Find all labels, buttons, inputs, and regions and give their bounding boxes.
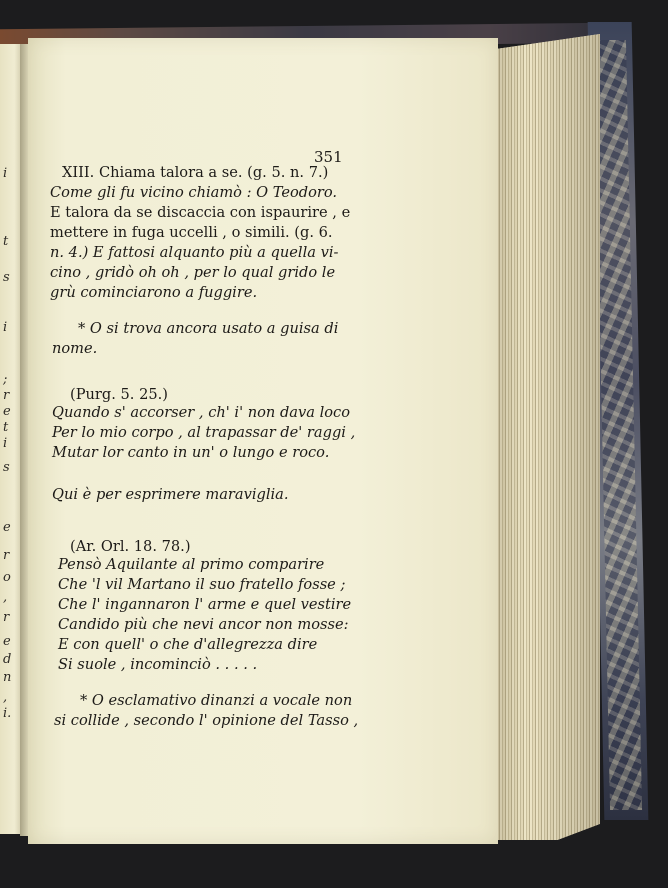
- verse-line: Che l' ingannaron l' arme e quel vestire: [58, 596, 352, 613]
- left-mark: s: [3, 460, 10, 475]
- footnote-line: si collide , secondo l' opinione del Tasso ,: [54, 712, 359, 729]
- verse-line: Si suole , incominciò . . . . .: [58, 656, 258, 673]
- left-mark: ,: [3, 690, 8, 705]
- text-line: Come gli fu vicino chiamò : O Teodoro.: [50, 184, 338, 201]
- page-text: [28, 38, 498, 844]
- footnote-line: * O si trova ancora usato a guisa di: [78, 320, 339, 337]
- page-edge-shading: [488, 34, 600, 840]
- left-mark: t: [3, 420, 9, 435]
- verse-line: Pensò Aquilante al primo comparire: [58, 556, 325, 573]
- left-page-text-fragments: [0, 150, 22, 730]
- text-line: n. 4.) E fattosi alquanto più a quella vi-: [50, 244, 339, 261]
- footnote-line: * O esclamativo dinanzi a vocale non: [80, 692, 353, 709]
- right-page: [28, 38, 498, 844]
- left-mark: i: [3, 320, 8, 335]
- verse-line: Che 'l vil Martano il suo fratello fosse ;: [58, 576, 346, 593]
- left-mark: r: [3, 610, 10, 625]
- left-mark: t: [3, 234, 9, 249]
- text-line: cino , gridò oh oh , per lo qual grido le: [50, 264, 336, 281]
- text-line: mettere in fuga uccelli , o simili. (g. 6.: [50, 224, 333, 241]
- left-mark: i: [3, 166, 8, 181]
- left-mark: d: [3, 652, 12, 667]
- left-mark: i.: [3, 706, 12, 721]
- citation: (Ar. Orl. 18. 78.): [70, 538, 191, 555]
- left-mark: o: [3, 570, 11, 585]
- text-line: Qui è per esprimere maraviglia.: [52, 486, 289, 503]
- verse-line: Per lo mio corpo , al trapassar de' raggi ,: [52, 424, 356, 441]
- left-mark: e: [3, 634, 11, 649]
- left-mark: r: [3, 388, 10, 403]
- verse-line: Candido più che nevi ancor non mosse:: [58, 616, 349, 633]
- left-mark: i: [3, 436, 8, 451]
- left-mark: s: [3, 270, 10, 285]
- left-mark: r: [3, 548, 10, 563]
- text-line: XIII. Chiama talora a se. (g. 5. n. 7.): [62, 164, 329, 181]
- footnote-line: nome.: [52, 340, 98, 357]
- verse-line: Quando s' accorser , ch' i' non dava loco: [52, 404, 351, 421]
- left-mark: ;: [3, 372, 8, 387]
- citation: (Purg. 5. 25.): [70, 386, 168, 403]
- left-mark: n: [3, 670, 12, 685]
- verse-line: Mutar lor canto in un' o lungo e roco.: [52, 444, 330, 461]
- page-number: 351: [314, 148, 343, 166]
- text-line: grù cominciarono a fuggire.: [50, 284, 258, 301]
- left-mark: e: [3, 404, 11, 419]
- left-mark: ,: [3, 590, 8, 605]
- left-mark: e: [3, 520, 11, 535]
- verse-line: E con quell' o che d'allegrezza dire: [58, 636, 318, 653]
- text-line: E talora da se discaccia con ispaurire , e: [50, 204, 351, 221]
